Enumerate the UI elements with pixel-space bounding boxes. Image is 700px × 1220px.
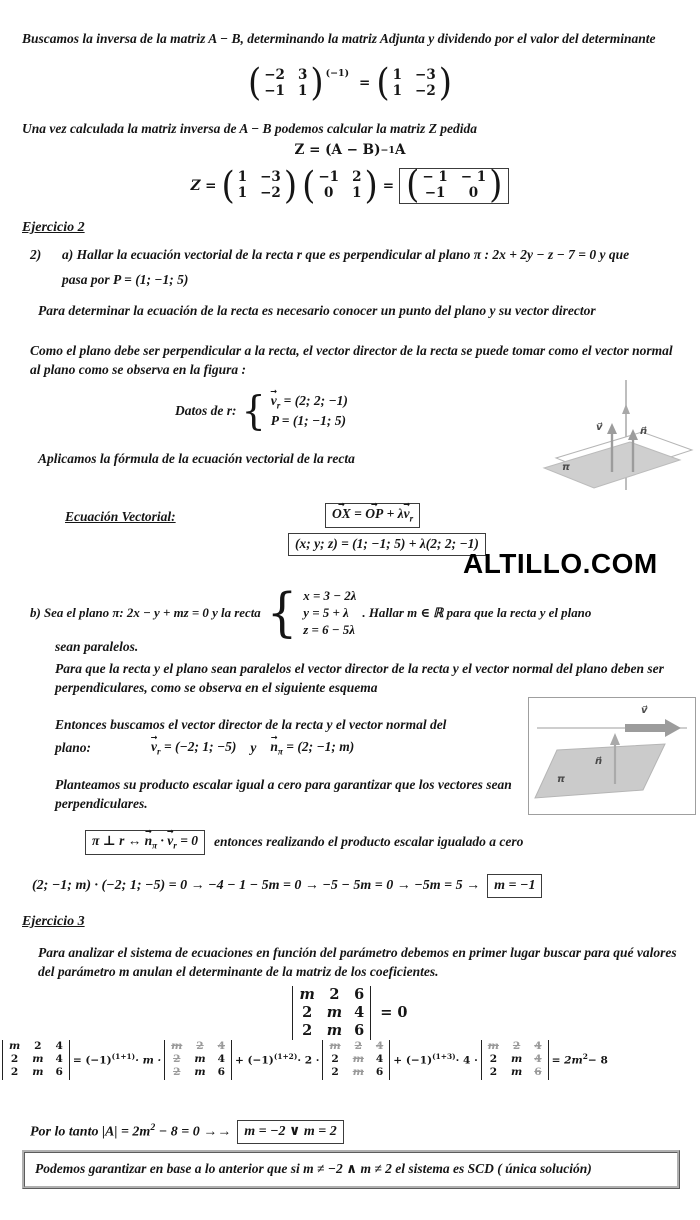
equation-z-calculation	[0, 163, 700, 208]
paragraph-producto-escalar: Planteamos su producto escalar igual a cero para garantizar que los vectores sean perpendiculares.	[55, 777, 512, 811]
vector-v: v →	[271, 392, 277, 410]
vector-n: n →	[145, 832, 153, 851]
paragraph-2a-point: pasa por P = (1; −1; 5)	[62, 272, 189, 287]
paragraph-2a-statement: a) Hallar la ecuación vectorial de la recta r que es perpendicular al plano π : 2x + 2y − z − 7 = 0 y que	[62, 247, 630, 262]
paragraph-z-intro: Una vez calculada la matriz inversa de A − B podemos calcular la matriz Z pedida	[22, 121, 478, 136]
determinant-minor-1: m 2 4 2 m 4 2 m 6	[164, 1040, 232, 1080]
figure-plane-parallel	[528, 697, 696, 815]
vector-op: OP →	[365, 505, 383, 524]
plane-figure2-svg	[529, 698, 695, 808]
exponent-inverse: (−1)	[325, 67, 350, 79]
figure-plane-perpendicular	[538, 376, 698, 498]
vector-v: v →	[167, 832, 173, 851]
paragraph-3-intro: Para analizar el sistema de ecuaciones en función del parámetro debemos en primer lugar buscar para qué valores del parámetro m anulan el determinante de la matriz de los coeficientes.	[38, 945, 677, 979]
z-def-rhs: A	[394, 142, 406, 158]
conclusion-box: Podemos garantizar en base a lo anterior que si m ≠ −2 ∧ m ≠ 2 el sistema es SCD ( única solución)	[22, 1150, 680, 1189]
determinant-base: m 2 4 2 m 4 2 m 6	[2, 1040, 70, 1080]
parametric-system	[303, 588, 356, 638]
paragraph-2a-note1: Para determinar la ecuación de la recta es necesario conocer un punto del plano y su vector director	[38, 303, 596, 318]
matrix-cell: −2	[260, 184, 281, 201]
formula-box-vectorial: OX → = OP → + $\lambda v \to_r$	[325, 503, 420, 528]
matrix-cell: −1	[318, 169, 340, 186]
matrix-cell: 2	[352, 169, 362, 186]
v-vector-label: v⃗	[596, 422, 603, 433]
system-line-y: y = 5 + λ	[303, 605, 349, 620]
matrix-z-factor2: ( −1 2 0 1 )	[302, 163, 378, 208]
matrix-cell: 1	[392, 67, 403, 83]
vector-ox: OX →	[332, 505, 351, 524]
datos-de-r: Datos de r: { $v \to_r = (2$; 2; −1) P = (1; −1; 5)	[175, 392, 348, 430]
matrix-a-minus-b: ( −2 3 −1 1 )	[247, 61, 324, 106]
z-def-exponent: −1	[380, 144, 395, 156]
matrix-cell: − 1	[422, 169, 448, 185]
n-vector-label: n⃗	[640, 426, 648, 437]
equals-sign: =	[359, 75, 371, 92]
point-p: P = (1; −1; 5)	[270, 413, 347, 429]
formula-box-vectorial-numeric: (x; y; z) = (1; −1; 5) + λ(2; 2; −1)	[288, 533, 486, 556]
matrix-cell: 0	[468, 184, 479, 201]
matrix-cell: 1	[237, 184, 248, 201]
matrix-cell: −2	[415, 82, 436, 99]
matrix-cell: − 1	[460, 169, 487, 185]
matrix-cell: 0	[324, 184, 334, 201]
matrix-cell: 1	[392, 82, 403, 99]
matrix-cell: −3	[415, 67, 436, 83]
matrix-cell: 1	[352, 184, 362, 201]
result-box-m: m = −1	[487, 874, 542, 898]
heading-ejercicio-2: Ejercicio 2	[22, 220, 85, 235]
equals-sign: =	[382, 177, 395, 194]
conjunction: y	[250, 739, 257, 755]
system-line-z: z = 6 − 5λ	[303, 622, 355, 637]
matrix-inverse-result: ( 1 −3 1 −2 )	[376, 61, 453, 106]
determinant-main: m 2 6 2 m 4 2 m 6	[292, 986, 371, 1040]
paragraph-vectors-intro: Entonces buscamos el vector director de la recta y el vector normal del	[55, 717, 447, 732]
watermark: ALTILLO.COM	[463, 548, 658, 579]
determinant-minor-3: m 2 4 2 m 4 2 m 6	[481, 1040, 549, 1080]
equation-z-definition	[0, 141, 700, 160]
v-vector-label: v⃗	[641, 705, 648, 716]
determinant-equation	[0, 986, 700, 1040]
matrix-cell: −3	[260, 169, 281, 186]
matrix-cell: 1	[237, 169, 248, 186]
vector-np-value: $n \to_\pi = (2$; −1; m)	[270, 738, 354, 759]
matrix-cell: 3	[297, 67, 308, 83]
paragraph-2a-note2: Como el plano debe ser perpendicular a la recta, el vector director de la recta se puede tomar como el vector normal al plano como se observa en la figura :	[30, 343, 673, 377]
paragraph-formula-intro: Aplicamos la fórmula de la ecuación vectorial de la recta	[38, 451, 355, 466]
datos-label: Datos de r:	[175, 402, 237, 418]
paragraph-2b-note: Para que la recta y el plano sean paralelos el vector director de la recta y el vector normal del plano deben ser perpendiculares, como se observa en el siguiente esquema	[55, 661, 664, 695]
expansion-result: = $2m^2- 8$	[551, 1051, 608, 1067]
vector-vr-value: $v \to_r = (-2$; 1; −5)	[151, 738, 236, 759]
equation-matrix-inverse	[0, 61, 700, 106]
left-brace: {	[241, 387, 266, 435]
scalar-product-equation: (2; −1; m) · (−2; 1; −5) = 0 → −4 − 1 − 5m = 0 → −5 − 5m = 0 → −5m = 5 → m = −1	[32, 874, 542, 898]
matrix-cell: −2	[264, 67, 285, 83]
paragraph-2b-statement: b) Sea el plano π: 2x − y + mz = 0 y la recta { x = 3 − 2λ y = 5 + λ z = 6 − 5λ . Hallar m ∈ ℝ para que la recta y el plano	[30, 582, 592, 644]
paragraph-inverse-intro: Buscamos la inversa de la matriz A − B, determinando la matriz Adjunta y dividendo por el valor del determinante	[22, 31, 656, 46]
left-brace: {	[266, 582, 298, 644]
pi-label: π	[562, 462, 570, 473]
perpendicular-condition-row	[85, 830, 523, 855]
pi-label: π	[557, 774, 565, 785]
plano-label: plano:	[55, 739, 92, 755]
n-vector-label: n⃗	[595, 756, 603, 767]
matrix-cell: −1	[424, 184, 446, 201]
result-box-m-values: m = −2 ∨ m = 2	[237, 1120, 344, 1144]
determinant-minor-2: m 2 4 2 m 4 2 m 6	[322, 1040, 390, 1080]
por-lo-tanto-line: Por lo tanto $|A| = 2m^2 - 8 = 0$ →→ m = −2 ∨ m = 2	[30, 1120, 344, 1144]
matrix-cell: 1	[297, 82, 308, 99]
plane-figure-svg	[538, 376, 698, 492]
condition-box: π ⊥ r ↔ $n \to_\pi \cdot v \to_r = 0$	[85, 830, 205, 855]
label-ecuacion-vectorial: Ecuación Vectorial:	[65, 509, 176, 524]
vector-v: v →	[404, 505, 410, 524]
cofactor-expansion: m 2 4 2 m 4 2 m 6 = $(-1)^{(1+1)}\cdot m$ · m 2 4 2 m 4 2 m 6 + $(-1)^{(1+2)}\cdot 2$ · m 2 4 2 m 4 2 m 6 + $(-1)^{(1+3)}\cdot 4$ · m 2 4 2 m 4 2 m 6 = $2m^2- 8$	[2, 1040, 698, 1080]
matrix-cell: −1	[264, 82, 285, 99]
z-label: Z =	[190, 177, 217, 194]
system-line-x: x = 3 − 2λ	[303, 589, 357, 603]
result-box-z: ( − 1 − 1 −1 0 )	[399, 168, 509, 204]
paragraph-2b-cont: sean paralelos.	[55, 639, 139, 654]
equals-zero: = 0	[380, 1004, 408, 1022]
heading-ejercicio-3: Ejercicio 3	[22, 914, 85, 929]
z-def-lhs: Z = (A − B)	[294, 142, 381, 158]
condition-text: entonces realizando el producto escalar igualado a cero	[214, 833, 524, 849]
item-number: 2)	[30, 247, 42, 262]
vectors-line	[55, 738, 354, 759]
matrix-z-factor1: ( 1 −3 1 −2 )	[221, 163, 298, 208]
